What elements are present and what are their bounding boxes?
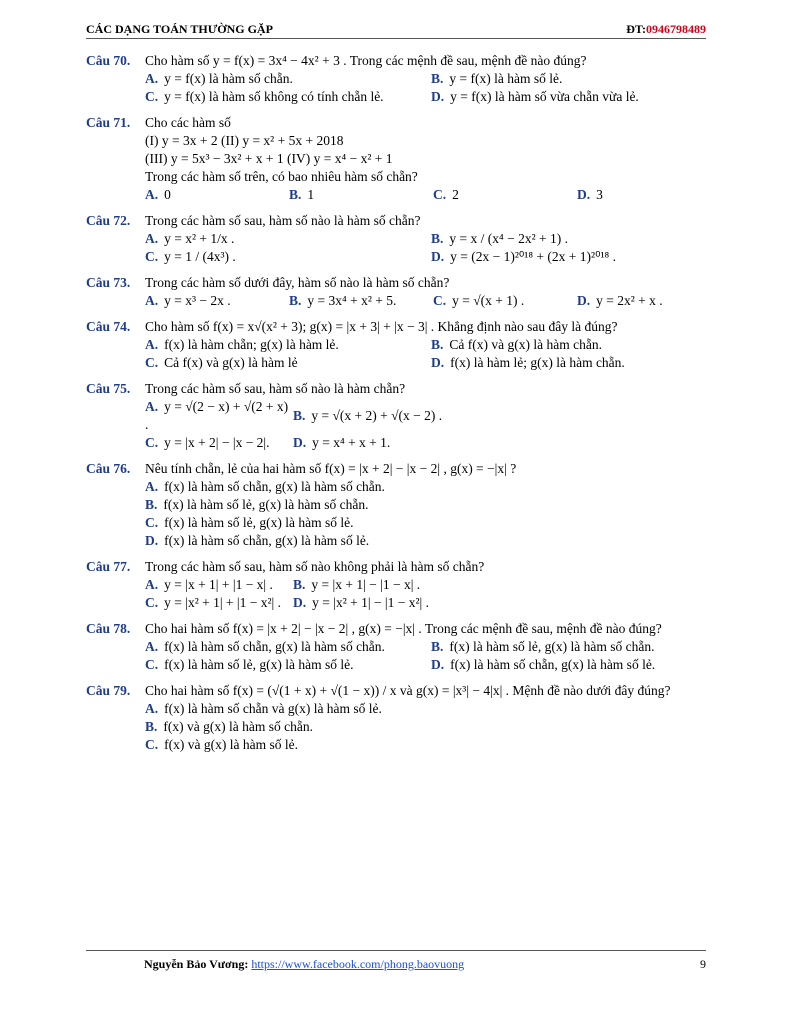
question-stem: [86, 460, 706, 478]
option-letter: D.: [293, 595, 307, 610]
option-text: y = |x² + 1| + |1 − x²| .: [164, 595, 281, 610]
question-text: [145, 460, 706, 478]
option-text: Cả f(x) và g(x) là hàm lẻ: [164, 355, 298, 370]
answer-option[interactable]: [293, 407, 553, 425]
answer-option[interactable]: [431, 248, 717, 266]
question-block: [86, 212, 706, 266]
option-text: y = 1 / (4x³) .: [164, 249, 236, 264]
stem-line: Trong các hàm số dưới đây, hàm số nào là hàm số chẵn?: [145, 275, 450, 290]
option-letter: C.: [145, 89, 159, 104]
option-text: f(x) là hàm số lẻ, g(x) là hàm số lẻ.: [164, 657, 354, 672]
question-label: Câu 73.: [86, 275, 131, 290]
answer-option[interactable]: [145, 248, 431, 266]
stem-line: Trong các hàm số sau, hàm số nào không phải là hàm số chẵn?: [145, 559, 485, 574]
answer-option[interactable]: [431, 638, 717, 656]
header-phone: ĐT:0946798489: [626, 22, 706, 36]
option-text: f(x) và g(x) là hàm số chẵn.: [163, 719, 313, 734]
answer-option[interactable]: [431, 230, 717, 248]
question-stem: [86, 682, 706, 700]
option-text: y = x² + 1/x .: [164, 231, 235, 246]
question-stem: [86, 620, 706, 638]
option-letter: B.: [145, 497, 158, 512]
question-stem: [86, 52, 706, 70]
option-text: y = f(x) là hàm số vừa chẵn vừa lẻ.: [450, 89, 639, 104]
option-text: y = f(x) là hàm số lẻ.: [449, 71, 563, 86]
option-text: f(x) là hàm số chẵn, g(x) là hàm số lẻ.: [450, 657, 656, 672]
option-letter: D.: [145, 533, 159, 548]
option-letter: D.: [577, 293, 591, 308]
option-letter: A.: [145, 187, 159, 202]
page-number: 9: [700, 957, 706, 971]
question-stem: [86, 212, 706, 230]
answer-option[interactable]: [145, 434, 293, 452]
option-letter: A.: [145, 293, 159, 308]
answer-option[interactable]: [145, 656, 431, 674]
answer-option[interactable]: [293, 576, 553, 594]
option-letter: D.: [577, 187, 591, 202]
question-block: [86, 274, 706, 310]
option-text: 2: [452, 187, 459, 202]
question-block: [86, 114, 706, 204]
option-letter: B.: [293, 408, 306, 423]
option-text: y = 3x⁴ + x² + 5.: [307, 293, 397, 308]
stem-line: Cho hàm số f(x) = x√(x² + 3); g(x) = |x + 3| + |x − 3| . Khẳng định nào sau đây là đúng?: [145, 319, 618, 334]
question-label: Câu 77.: [86, 559, 131, 574]
answer-option[interactable]: [145, 292, 289, 310]
stem-line: Trong các hàm số sau, hàm số nào là hàm số chẵn?: [145, 213, 421, 228]
stem-line: Trong các hàm số trên, có bao nhiêu hàm số chẵn?: [145, 169, 418, 184]
option-letter: C.: [145, 657, 159, 672]
option-letter: D.: [431, 355, 445, 370]
question-text: [145, 52, 706, 70]
option-letter: D.: [293, 435, 307, 450]
option-text: y = |x + 2| − |x − 2|.: [164, 435, 270, 450]
question-label: Câu 74.: [86, 319, 131, 334]
question-label: Câu 78.: [86, 621, 131, 636]
option-letter: C.: [145, 249, 159, 264]
question-text: [145, 682, 706, 700]
option-letter: C.: [145, 435, 159, 450]
question-text: [145, 318, 706, 336]
answer-option[interactable]: [145, 594, 293, 612]
answer-option[interactable]: [433, 292, 577, 310]
option-text: y = x / (x⁴ − 2x² + 1) .: [449, 231, 568, 246]
question-block: [86, 682, 706, 754]
option-letter: A.: [145, 701, 159, 716]
question-label: Câu 70.: [86, 53, 131, 68]
question-label: Câu 71.: [86, 115, 131, 130]
facebook-link[interactable]: https://www.facebook.com/phong.baovuong: [251, 957, 465, 971]
answer-option[interactable]: [431, 656, 717, 674]
option-letter: B.: [431, 639, 444, 654]
option-letter: D.: [431, 89, 445, 104]
option-text: y = 2x² + x .: [596, 293, 663, 308]
stem-line: Nêu tính chẵn, lẻ của hai hàm số f(x) = |x + 2| − |x − 2| , g(x) = −|x| ?: [145, 461, 517, 476]
option-letter: C.: [145, 595, 159, 610]
question-stem: [86, 558, 706, 576]
option-letter: A.: [145, 399, 159, 414]
answer-option[interactable]: [289, 292, 433, 310]
answer-option[interactable]: [145, 496, 705, 514]
answer-option[interactable]: [289, 186, 433, 204]
option-text: f(x) là hàm số chẵn, g(x) là hàm số chẵn.: [164, 639, 385, 654]
question-stem: [86, 114, 706, 186]
answer-option[interactable]: [431, 336, 717, 354]
answer-option[interactable]: [145, 478, 705, 496]
stem-line: Cho hai hàm số f(x) = |x + 2| − |x − 2| , g(x) = −|x| . Trong các mệnh đề sau, mệnh đề nào đúng?: [145, 621, 662, 636]
answer-option[interactable]: [145, 88, 431, 106]
option-text: f(x) là hàm số lẻ, g(x) là hàm số chẵn.: [449, 639, 655, 654]
question-label: Câu 79.: [86, 683, 131, 698]
option-letter: B.: [431, 71, 444, 86]
answer-option[interactable]: [577, 292, 721, 310]
answer-option[interactable]: [431, 70, 717, 88]
option-letter: A.: [145, 479, 159, 494]
option-text: Cả f(x) và g(x) là hàm chẵn.: [449, 337, 602, 352]
option-letter: C.: [145, 355, 159, 370]
answer-option[interactable]: [431, 88, 717, 106]
answer-option[interactable]: [293, 434, 553, 452]
answer-option[interactable]: [145, 532, 705, 550]
option-text: 1: [307, 187, 315, 202]
question-stem: [86, 318, 706, 336]
question-block: [86, 620, 706, 674]
option-letter: A.: [145, 231, 159, 246]
option-text: y = |x² + 1| − |1 − x²| .: [312, 595, 429, 610]
option-letter: C.: [145, 737, 159, 752]
answer-option[interactable]: [145, 736, 705, 754]
option-text: y = √(x + 1) .: [452, 293, 525, 308]
question-text: [145, 212, 706, 230]
answer-option[interactable]: [577, 186, 721, 204]
stem-line: Cho hai hàm số f(x) = (√(1 + x) + √(1 − x)) / x và g(x) = |x³| − 4|x| . Mệnh đề nào dưới đây đúng?: [145, 683, 671, 698]
option-letter: B.: [431, 231, 444, 246]
question-label: Câu 72.: [86, 213, 131, 228]
option-text: y = f(x) là hàm số không có tính chẵn lẻ.: [164, 89, 384, 104]
answer-option[interactable]: [145, 230, 431, 248]
option-text: f(x) là hàm số chẵn, g(x) là hàm số lẻ.: [164, 533, 370, 548]
option-letter: B.: [289, 293, 302, 308]
option-text: y = (2x − 1)²⁰¹⁸ + (2x + 1)²⁰¹⁸ .: [450, 249, 616, 264]
question-block: [86, 318, 706, 372]
option-text: f(x) là hàm lẻ; g(x) là hàm chẵn.: [450, 355, 625, 370]
option-text: y = x⁴ + x + 1.: [312, 435, 391, 450]
answer-option[interactable]: [433, 186, 577, 204]
option-letter: C.: [433, 293, 447, 308]
question-block: [86, 380, 706, 452]
question-label: Câu 75.: [86, 381, 131, 396]
option-text: f(x) là hàm số lẻ, g(x) là hàm số lẻ.: [164, 515, 354, 530]
header-title: CÁC DẠNG TOÁN THƯỜNG GẶP: [86, 22, 273, 36]
answer-option[interactable]: [145, 336, 431, 354]
question-text: [145, 114, 706, 186]
option-letter: C.: [145, 515, 159, 530]
page-footer: [86, 950, 706, 977]
answer-option[interactable]: [431, 354, 717, 372]
option-text: y = √(x + 2) + √(x − 2) .: [311, 408, 443, 423]
question-text: [145, 274, 706, 292]
option-text: 0: [164, 187, 171, 202]
question-block: [86, 460, 706, 550]
footer-author: Nguyễn Bảo Vương: https://www.facebook.com/phong.baovuong: [144, 957, 465, 971]
question-text: [145, 558, 706, 576]
option-letter: C.: [433, 187, 447, 202]
option-text: f(x) là hàm số lẻ, g(x) là hàm số chẵn.: [163, 497, 369, 512]
option-text: y = f(x) là hàm số chẵn.: [164, 71, 293, 86]
option-text: f(x) là hàm chẵn; g(x) là hàm lẻ.: [164, 337, 339, 352]
stem-line: Cho các hàm số: [145, 115, 231, 130]
option-letter: D.: [431, 249, 445, 264]
answer-option[interactable]: [145, 186, 289, 204]
stem-line: (III) y = 5x³ − 3x² + x + 1 (IV) y = x⁴ − x² + 1: [145, 151, 393, 166]
question-list: [86, 52, 706, 762]
option-letter: B.: [431, 337, 444, 352]
answer-option[interactable]: [145, 514, 705, 532]
question-text: [145, 380, 706, 398]
question-label: Câu 76.: [86, 461, 131, 476]
option-text: f(x) là hàm số chẵn và g(x) là hàm số lẻ.: [164, 701, 382, 716]
answer-option[interactable]: [145, 700, 705, 718]
question-text: [145, 620, 706, 638]
option-letter: B.: [145, 719, 158, 734]
option-text: f(x) là hàm số chẵn, g(x) là hàm số chẵn.: [164, 479, 385, 494]
answer-option[interactable]: [145, 354, 431, 372]
option-text: f(x) và g(x) là hàm số lẻ.: [164, 737, 298, 752]
answer-option[interactable]: [145, 398, 293, 434]
option-letter: A.: [145, 71, 159, 86]
option-letter: A.: [145, 639, 159, 654]
answer-option[interactable]: [145, 70, 431, 88]
page-header: [86, 20, 706, 39]
option-text: y = √(2 − x) + √(2 + x) .: [145, 399, 289, 432]
answer-option[interactable]: [293, 594, 553, 612]
question-block: [86, 52, 706, 106]
stem-line: Cho hàm số y = f(x) = 3x⁴ − 4x² + 3 . Trong các mệnh đề sau, mệnh đề nào đúng?: [145, 53, 587, 68]
option-text: y = x³ − 2x .: [164, 293, 231, 308]
stem-line: Trong các hàm số sau, hàm số nào là hàm chẵn?: [145, 381, 406, 396]
question-block: [86, 558, 706, 612]
option-letter: B.: [289, 187, 302, 202]
question-stem: [86, 274, 706, 292]
stem-line: (I) y = 3x + 2 (II) y = x² + 5x + 2018: [145, 133, 344, 148]
option-text: y = |x + 1| + |1 − x| .: [164, 577, 273, 592]
answer-option[interactable]: [145, 638, 431, 656]
option-text: 3: [596, 187, 603, 202]
answer-option[interactable]: [145, 718, 705, 736]
option-letter: B.: [293, 577, 306, 592]
option-letter: A.: [145, 577, 159, 592]
answer-option[interactable]: [145, 576, 293, 594]
option-letter: D.: [431, 657, 445, 672]
option-letter: A.: [145, 337, 159, 352]
question-stem: [86, 380, 706, 398]
option-text: y = |x + 1| − |1 − x| .: [311, 577, 421, 592]
